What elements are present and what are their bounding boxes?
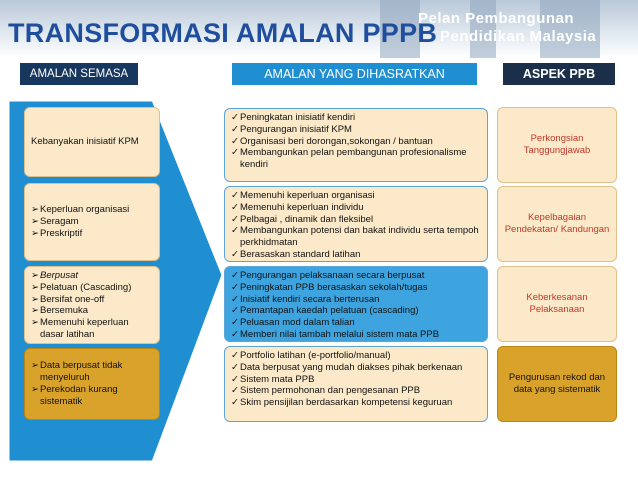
semasa-list-3 xyxy=(31,270,153,341)
dihasratkan-box-4 xyxy=(224,346,488,422)
dihasratkan-list-1 xyxy=(231,112,481,171)
list-item xyxy=(231,282,481,294)
check-icon: ✓ xyxy=(231,281,239,293)
list-item-text: Sistem mata PPB xyxy=(240,373,315,385)
list-item xyxy=(231,350,481,362)
check-icon: ✓ xyxy=(231,397,239,409)
check-icon: ✓ xyxy=(231,270,239,281)
dihasratkan-list-2 xyxy=(231,190,481,261)
semasa-box-1 xyxy=(24,107,160,177)
aspek-label-2: Kepelbagaian Pendekatan/ Kandungan xyxy=(504,212,610,235)
list-item-text: Preskriptif xyxy=(40,227,83,239)
check-icon: ✓ xyxy=(231,373,239,385)
check-icon: ✓ xyxy=(231,201,239,213)
list-item-text: Memenuhi keperluan individu xyxy=(240,201,364,213)
check-icon: ✓ xyxy=(231,385,239,397)
header-amalan-semasa: AMALAN SEMASA xyxy=(20,63,138,85)
arrow-bullet-icon: ➢ xyxy=(31,270,39,281)
list-item xyxy=(231,397,481,409)
list-item xyxy=(31,282,153,294)
check-icon: ✓ xyxy=(231,147,239,159)
check-icon: ✓ xyxy=(231,213,239,225)
check-icon: ✓ xyxy=(231,190,239,201)
list-item-text: Pemantapan kaedah pelatuan (cascading) xyxy=(240,305,419,317)
list-item-text: Peningkatan inisiatif kendiri xyxy=(240,112,356,123)
list-item xyxy=(231,190,481,202)
aspek-box-3 xyxy=(497,266,617,342)
list-item-text: Perekodan kurang sistematik xyxy=(40,384,118,407)
arrow-bullet-icon: ➢ xyxy=(31,360,39,372)
list-item xyxy=(231,362,481,374)
list-item-text: Berasaskan standard latihan xyxy=(240,248,361,260)
check-icon: ✓ xyxy=(231,350,239,361)
check-icon: ✓ xyxy=(231,135,239,147)
list-item xyxy=(31,305,153,317)
list-item-text: Membangunkan pelan pembangunan profesionalisme kendiri xyxy=(240,147,467,171)
list-item xyxy=(231,294,481,306)
list-item xyxy=(31,360,153,384)
aspek-box-4 xyxy=(497,346,617,422)
list-item-text: Memberi nilai tambah melalui sistem mata PPB xyxy=(240,328,440,340)
semasa-list-4 xyxy=(31,360,153,407)
check-icon: ✓ xyxy=(231,293,239,305)
list-item-text: Seragam xyxy=(40,216,79,228)
semasa-box-3 xyxy=(24,266,160,344)
list-item-text: Skim pensijilan berdasarkan kompetensi keguruan xyxy=(240,397,453,409)
dihasratkan-box-2 xyxy=(224,186,488,262)
banner-text-line-2: Pendidikan Malaysia xyxy=(440,28,597,45)
arrow-bullet-icon: ➢ xyxy=(31,305,39,317)
arrow-bullet-icon: ➢ xyxy=(31,384,39,395)
dihasratkan-box-1 xyxy=(224,108,488,182)
list-item-text: Pelatuan (Cascading) xyxy=(40,281,132,293)
aspek-box-1 xyxy=(497,107,617,183)
list-item xyxy=(231,202,481,214)
check-icon: ✓ xyxy=(231,225,239,237)
list-item xyxy=(231,317,481,329)
list-item-text: Data berpusat yang mudah diakses pihak berkenaan xyxy=(240,361,463,373)
semasa-box-4 xyxy=(24,348,160,420)
dihasratkan-list-3 xyxy=(231,270,481,341)
list-item-text: Organisasi beri dorongan,sokongan / bantuan xyxy=(240,135,433,147)
arrow-bullet-icon: ➢ xyxy=(31,227,39,239)
list-item-text: Membangunkan potensi dan bakat individu serta tempoh perkhidmatan xyxy=(240,225,479,249)
check-icon: ✓ xyxy=(231,361,239,373)
list-item xyxy=(31,317,153,341)
list-item xyxy=(31,270,153,282)
list-item xyxy=(231,270,481,282)
check-icon: ✓ xyxy=(231,112,239,123)
list-item-text: Peningkatan PPB berasaskan sekolah/tugas xyxy=(240,281,428,293)
check-icon: ✓ xyxy=(231,328,239,340)
aspek-label-3: Keberkesanan Pelaksanaan xyxy=(526,292,588,315)
check-icon: ✓ xyxy=(231,317,239,329)
arrow-bullet-icon: ➢ xyxy=(31,293,39,305)
list-item-text: Data berpusat tidak menyeluruh xyxy=(40,360,123,384)
check-icon: ✓ xyxy=(231,123,239,135)
arrow-bullet-icon: ➢ xyxy=(31,317,39,329)
list-item-text: Pelbagai , dinamik dan fleksibel xyxy=(240,213,374,225)
list-item xyxy=(231,147,481,171)
list-item-text: Pengurangan inisiatif KPM xyxy=(240,123,352,135)
list-item xyxy=(31,384,153,408)
list-item-text: Portfolio latihan (e-portfolio/manual) xyxy=(240,350,391,361)
arrow-bullet-icon: ➢ xyxy=(31,216,39,228)
list-item xyxy=(231,214,481,226)
arrow-bullet-icon: ➢ xyxy=(31,204,39,216)
header-amalan-dihasratkan: AMALAN YANG DIHASRATKAN xyxy=(232,63,477,85)
dihasratkan-list-4 xyxy=(231,350,481,409)
list-item-text: Pengurangan pelaksanaan secara berpusat xyxy=(240,270,425,281)
list-item xyxy=(31,228,129,240)
arrow-bullet-icon: ➢ xyxy=(31,281,39,293)
list-item xyxy=(231,124,481,136)
list-item xyxy=(231,329,481,341)
list-item-text: Keperluan organisasi xyxy=(40,204,130,216)
semasa-list-2 xyxy=(31,204,129,239)
dihasratkan-box-3 xyxy=(224,266,488,342)
list-item xyxy=(231,385,481,397)
check-icon: ✓ xyxy=(231,305,239,317)
aspek-label-1: Perkongsian Tanggungjawab xyxy=(523,133,591,156)
banner-text-line-1: Pelan Pembangunan xyxy=(418,10,575,27)
list-item xyxy=(31,216,129,228)
list-item-text: Berpusat xyxy=(40,270,79,281)
semasa-box-2 xyxy=(24,183,160,261)
list-item-text: Bersifat one-off xyxy=(40,293,105,305)
list-item xyxy=(231,225,481,249)
list-item-text: Sistem permohonan dan pengesanan PPB xyxy=(240,385,421,397)
list-item xyxy=(231,374,481,386)
list-item xyxy=(31,204,129,216)
list-item xyxy=(231,249,481,261)
list-item-text: Peluasan mod dalam talian xyxy=(240,317,355,329)
header-aspek-ppb: ASPEK PPB xyxy=(503,63,615,85)
list-item-text: Memenuhi keperluan organisasi xyxy=(240,190,375,201)
aspek-label-4: Pengurusan rekod dan data yang sistematik xyxy=(508,372,606,395)
aspek-box-2 xyxy=(497,186,617,262)
list-item xyxy=(31,294,153,306)
list-item-text: Inisiatif kendiri secara berterusan xyxy=(240,293,380,305)
semasa-text-1: Kebanyakan inisiatif KPM xyxy=(31,136,139,148)
check-icon: ✓ xyxy=(231,248,239,260)
list-item-text: Memenuhi keperluan dasar latihan xyxy=(40,317,129,340)
list-item xyxy=(231,112,481,124)
page-title: TRANSFORMASI AMALAN PPPB xyxy=(8,18,438,48)
list-item-text: Bersemuka xyxy=(40,305,89,317)
list-item xyxy=(231,136,481,148)
list-item xyxy=(231,305,481,317)
